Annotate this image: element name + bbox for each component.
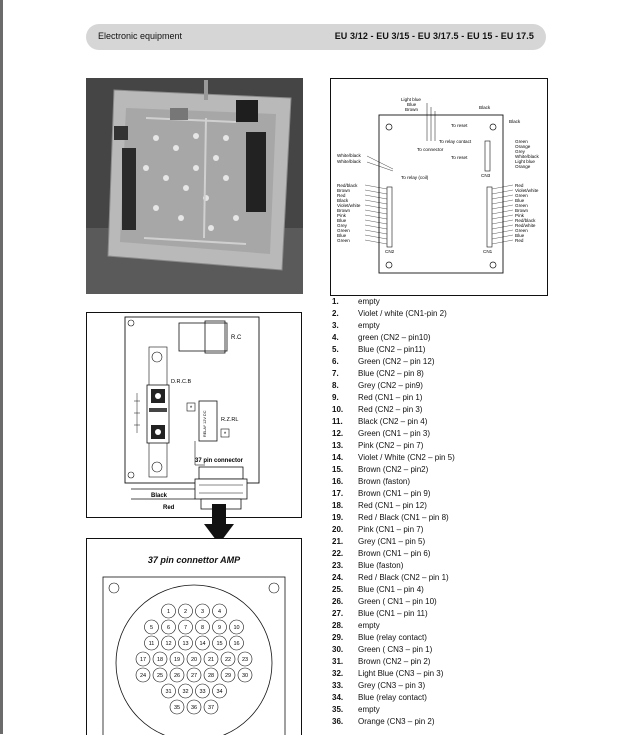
circuit-board-illustration xyxy=(86,78,303,294)
pin-description: Violet / white (CN1-pin 2) xyxy=(358,309,447,318)
pin-number: 2. xyxy=(332,309,339,318)
pin-number: 31. xyxy=(332,657,344,666)
connector-pin-number: 21 xyxy=(207,657,215,663)
top-wire-label: Brown xyxy=(405,107,419,112)
to-reset-label: To reset xyxy=(451,155,468,160)
page-header xyxy=(86,24,546,50)
connector-pinout-box xyxy=(86,538,302,735)
pin-description: Red (CN1 – pin 1) xyxy=(358,393,423,402)
connector-pin-number: 34 xyxy=(216,689,223,695)
pin-description: Brown (CN1 – pin 6) xyxy=(358,549,431,558)
wire-label: Green xyxy=(515,228,528,233)
pin-number: 30. xyxy=(332,645,344,654)
pin-number: 17. xyxy=(332,489,344,498)
wire-label: Brown xyxy=(515,208,529,213)
right-top-wire-labels xyxy=(515,139,539,169)
pin-number: 16. xyxy=(332,477,344,486)
pin-description: Blue (faston) xyxy=(358,561,404,570)
pin-number: 33. xyxy=(332,681,344,690)
wire-label: Black xyxy=(337,198,349,203)
pin-description: empty xyxy=(358,297,380,306)
pin-number: 26. xyxy=(332,597,344,606)
wire-label: Grey xyxy=(515,149,525,154)
pin-description: Grey (CN3 – pin 3) xyxy=(358,681,426,690)
cn3-label: CN3 xyxy=(481,173,491,178)
connector-pin-number: 37 xyxy=(207,705,215,711)
pin-number: 19. xyxy=(332,513,344,522)
pin-number: 13. xyxy=(332,441,344,450)
wire-label: Pink xyxy=(515,213,524,218)
board-layout-drawing xyxy=(87,313,301,517)
pin-description: Blue (relay contact) xyxy=(358,693,427,702)
connector-pin-number: 28 xyxy=(207,673,215,679)
relay-rating-text: RELAY 12V DC xyxy=(203,410,207,437)
pin-number: 4. xyxy=(332,333,339,342)
pin-number: 9. xyxy=(332,393,339,402)
pin-number: 12. xyxy=(332,429,344,438)
svg-text:*: * xyxy=(223,432,227,438)
pin-description: Grey (CN2 – pin9) xyxy=(358,381,423,390)
pin-number: 3. xyxy=(332,321,339,330)
pin-description: Black (CN2 – pin 4) xyxy=(358,417,428,426)
connector-pin-number: 35 xyxy=(173,705,181,711)
drcb-label: D.R.C.B xyxy=(171,379,192,385)
wiring-schematic-drawing xyxy=(331,79,547,295)
connector-pin-number: 26 xyxy=(173,673,181,679)
wire-label: Green xyxy=(515,203,528,208)
connector-pin-number: 16 xyxy=(233,641,240,647)
connector-pin-number: 23 xyxy=(241,657,249,663)
connector-box-title: 37 pin connettor AMP xyxy=(147,555,241,565)
wire-label: White/black xyxy=(515,154,539,159)
pin-number: 29. xyxy=(332,633,344,642)
pin-description: Red / Black (CN2 – pin 1) xyxy=(358,573,449,582)
pin-description: Green ( CN1 – pin 10) xyxy=(358,597,437,606)
connector-pin-number: 25 xyxy=(156,673,164,679)
pin-description: Brown (CN1 – pin 9) xyxy=(358,489,431,498)
pin-number: 36. xyxy=(332,717,344,726)
cn2-label: CN2 xyxy=(385,249,395,254)
wire-label: Brown xyxy=(337,188,351,193)
black-right-label: Black xyxy=(509,119,521,124)
connector-pin-number: 31 xyxy=(165,689,172,695)
pin-number: 35. xyxy=(332,705,344,714)
connector-pin-number: 30 xyxy=(241,673,249,679)
connector-pin-number: 9 xyxy=(217,625,222,631)
wire-label: Red xyxy=(515,238,524,243)
pin-description: Red / Black (CN1 – pin 8) xyxy=(358,513,449,522)
header-model-list: EU 3/12 - EU 3/15 - EU 3/17.5 - EU 15 - EU 17.5 xyxy=(334,31,534,41)
pin-description: green (CN2 – pin10) xyxy=(358,333,431,342)
wire-label: Red xyxy=(337,193,346,198)
pin-description: Blue (CN1 – pin 11) xyxy=(358,609,428,618)
wire-label: Violet/white xyxy=(337,203,361,208)
wire-label: Red/black xyxy=(515,218,536,223)
cn1-label: CN1 xyxy=(483,249,493,254)
pin-grid xyxy=(136,604,252,714)
pin-number: 20. xyxy=(332,525,344,534)
pin-number: 14. xyxy=(332,453,344,462)
connector-title: 37 pin connector xyxy=(195,458,244,464)
wire-label: Green xyxy=(515,139,528,144)
wire-label: Green xyxy=(337,238,350,243)
wire-label: Brown xyxy=(337,208,351,213)
pin-number: 25. xyxy=(332,585,344,594)
pin-number: 7. xyxy=(332,369,339,378)
wire-label: Blue xyxy=(337,218,347,223)
connector-pin-number: 3 xyxy=(200,609,205,615)
pin-number: 27. xyxy=(332,609,344,618)
connector-pin-number: 17 xyxy=(139,657,147,663)
pin-number: 34. xyxy=(332,693,344,702)
pin-number: 10. xyxy=(332,405,344,414)
pin-number: 5. xyxy=(332,345,339,354)
wiring-schematic xyxy=(330,78,548,296)
connector-pin-number: 14 xyxy=(199,641,206,647)
connector-pin-number: 5 xyxy=(149,625,154,631)
connector-pin-number: 22 xyxy=(224,657,232,663)
pin-number: 32. xyxy=(332,669,344,678)
rc-label: R.C xyxy=(231,335,242,341)
wire-label: Violet/white xyxy=(515,188,539,193)
pin-number: 6. xyxy=(332,357,339,366)
left-mid-label: White/black xyxy=(337,153,361,158)
pin-number: 8. xyxy=(332,381,339,390)
wire-label: Light blue xyxy=(515,159,535,164)
black-top-label: Black xyxy=(479,105,491,110)
connector-pin-number: 8 xyxy=(200,625,205,631)
pin-description: Brown (faston) xyxy=(358,477,411,486)
wire-label: Red/white xyxy=(515,223,536,228)
to-relay-coil-label: To relay (coil) xyxy=(401,175,429,180)
connector-pin-number: 4 xyxy=(217,609,222,615)
left-mid-label: White/black xyxy=(337,159,361,164)
pin-description: Grey (CN1 – pin 5) xyxy=(358,537,426,546)
pin-description: Blue (CN1 – pin 4) xyxy=(358,585,424,594)
pin-description: Light Blue (CN3 – pin 3) xyxy=(358,669,444,678)
to-relay-contact-label: To relay contact xyxy=(439,139,472,144)
connector-pin-number: 1 xyxy=(166,609,171,615)
pin-description: Violet / White (CN2 – pin 5) xyxy=(358,453,455,462)
wire-label: Red/black xyxy=(337,183,358,188)
board-layout-diagram xyxy=(86,312,302,518)
connector-pin-number: 11 xyxy=(148,641,155,647)
red-wire-label: Red xyxy=(163,505,175,511)
connector-pin-number: 20 xyxy=(190,657,198,663)
to-reset-label: To reset xyxy=(451,123,468,128)
connector-pin-number: 24 xyxy=(139,673,147,679)
pin-number: 15. xyxy=(332,465,344,474)
to-connector-label: To connector xyxy=(417,147,444,152)
connector-pin-number: 12 xyxy=(165,641,172,647)
pin-number: 18. xyxy=(332,501,344,510)
wire-label: Pink xyxy=(337,213,346,218)
connector-pin-number: 32 xyxy=(182,689,189,695)
pin-description: Pink (CN1 – pin 7) xyxy=(358,525,424,534)
circuit-board-photo xyxy=(86,78,303,294)
pin-description: Blue (relay contact) xyxy=(358,633,427,642)
pin-number: 11. xyxy=(332,417,343,426)
pin-description: empty xyxy=(358,705,380,714)
connector-pin-number: 33 xyxy=(199,689,206,695)
rzrl-label: R.Z.RL xyxy=(221,417,239,423)
pin-description: Green ( CN3 – pin 1) xyxy=(358,645,433,654)
pin-description: Green (CN1 – pin 3) xyxy=(358,429,431,438)
wire-label: Blue xyxy=(337,233,347,238)
connector-pin-number: 2 xyxy=(183,609,188,615)
pin-description: Blue (CN2 – pin11) xyxy=(358,345,426,354)
connector-pin-number: 29 xyxy=(224,673,232,679)
pin-number: 23. xyxy=(332,561,344,570)
black-wire-label: Black xyxy=(151,493,168,499)
left-wire-labels xyxy=(337,183,361,243)
header-section-title: Electronic equipment xyxy=(98,31,183,41)
wire-label: Blue xyxy=(515,198,525,203)
wire-label: Red xyxy=(515,183,524,188)
pin-description: Red (CN1 – pin 12) xyxy=(358,501,427,510)
pin-description: Red (CN2 – pin 3) xyxy=(358,405,423,414)
connector-pin-number: 27 xyxy=(190,673,198,679)
connector-pin-number: 7 xyxy=(183,625,188,631)
wire-label: Orange xyxy=(515,144,531,149)
pin-number: 22. xyxy=(332,549,344,558)
pin-number: 21. xyxy=(332,537,344,546)
connector-pin-number: 18 xyxy=(156,657,164,663)
wire-label: Grey xyxy=(337,223,347,228)
top-wire-label: Light blue xyxy=(401,97,421,102)
pin-description: Green (CN2 – pin 12) xyxy=(358,357,435,366)
pin-description: empty xyxy=(358,321,380,330)
wire-label: Green xyxy=(515,193,528,198)
connector-pin-number: 36 xyxy=(190,705,198,711)
connector-pin-number: 19 xyxy=(173,657,181,663)
connector-pin-number: 6 xyxy=(166,625,171,631)
connector-pin-number: 10 xyxy=(233,625,240,631)
right-wire-labels xyxy=(515,183,539,243)
left-edge-bar xyxy=(0,0,3,734)
pin-number: 1. xyxy=(332,297,339,306)
pin-description: Pink (CN2 – pin 7) xyxy=(358,441,424,450)
connector-pin-number: 15 xyxy=(216,641,223,647)
svg-text:*: * xyxy=(189,406,193,412)
wire-label: Orange xyxy=(515,164,531,169)
top-wire-label: Blue xyxy=(407,102,417,107)
pin-description: Brown (CN2 – pin 2) xyxy=(358,657,431,666)
pin-description: Blue (CN2 – pin 8) xyxy=(358,369,424,378)
pin-description: Brown (CN2 – pin2) xyxy=(358,465,429,474)
connector-pinout-drawing xyxy=(87,569,301,735)
pin-description: empty xyxy=(358,621,380,630)
pin-number: 28. xyxy=(332,621,344,630)
wire-label: Green xyxy=(337,228,350,233)
connector-pin-number: 13 xyxy=(182,641,189,647)
pin-description: Orange (CN3 – pin 2) xyxy=(358,717,435,726)
pin-number: 24. xyxy=(332,573,344,582)
wire-label: Blue xyxy=(515,233,525,238)
